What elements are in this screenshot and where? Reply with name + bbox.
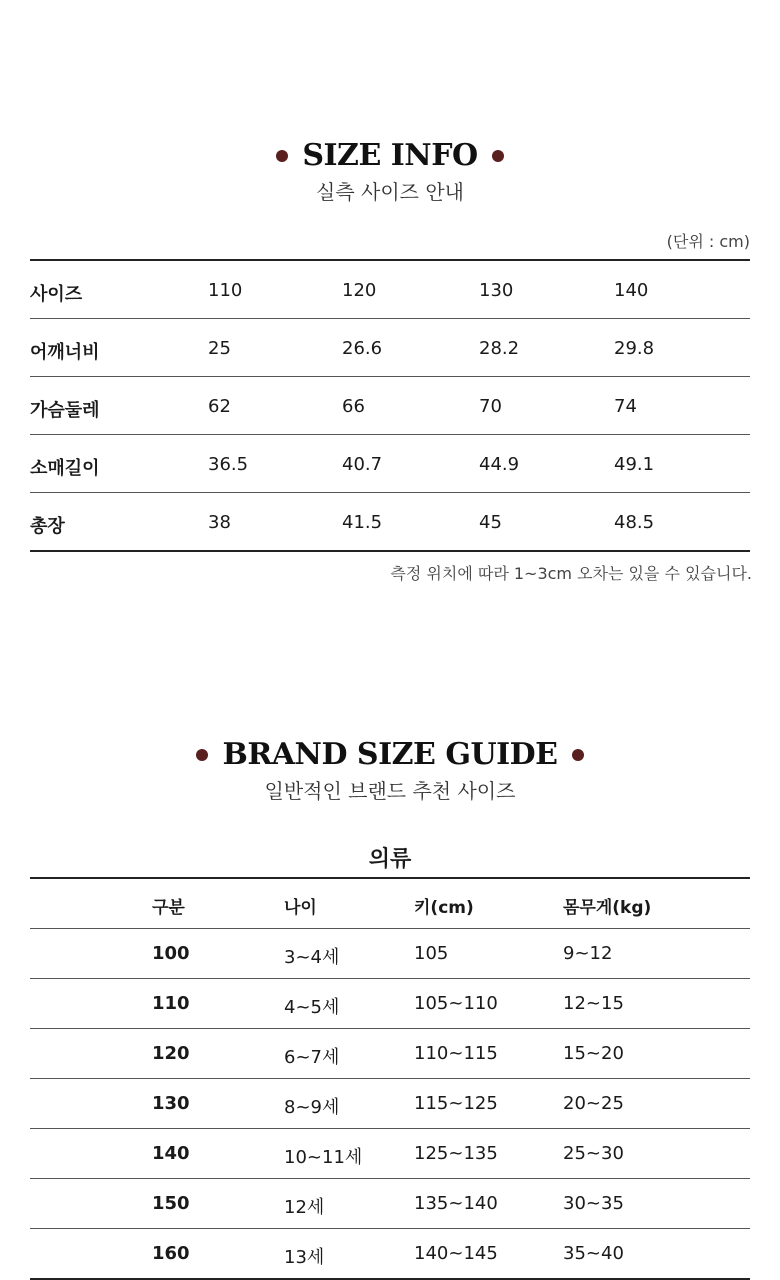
cell: 130 (152, 1093, 190, 1114)
cell: 26.6 (342, 338, 383, 359)
row-label: 가슴둘레 (30, 400, 100, 421)
cell: 110 (152, 993, 190, 1014)
table-row (30, 1079, 750, 1129)
cell: 110~115 (414, 1043, 498, 1064)
cell: 38 (208, 512, 231, 533)
cell: 70 (479, 396, 502, 417)
cell: 135~140 (414, 1193, 498, 1214)
bullet-dot-icon (572, 749, 584, 761)
cell: 36.5 (208, 454, 249, 475)
cell: 125~135 (414, 1143, 498, 1164)
bullet-dot-icon (276, 150, 288, 162)
row-label: 사이즈 (30, 284, 83, 305)
cell: 25~30 (563, 1143, 624, 1164)
cell: 130 (479, 280, 514, 301)
size-info-title (0, 138, 780, 173)
cell: 29.8 (614, 338, 655, 359)
cell: 140 (152, 1143, 190, 1164)
table-row (30, 319, 750, 377)
cell: 44.9 (479, 454, 520, 475)
unit-note: (단위 : cm) (666, 232, 750, 251)
size-info-title-text: SIZE INFO (302, 138, 478, 173)
cell: 115~125 (414, 1093, 498, 1114)
cell: 48.5 (614, 512, 655, 533)
brand-guide-title (0, 737, 780, 772)
table-header-row (30, 879, 750, 929)
cell: 105 (414, 943, 449, 964)
cell: 40.7 (342, 454, 383, 475)
cell: 15~20 (563, 1043, 624, 1064)
table-row (30, 261, 750, 319)
header-cell: 나이 (284, 898, 317, 918)
header-cell: 키(cm) (414, 898, 474, 918)
cell: 160 (152, 1243, 190, 1264)
cell: 35~40 (563, 1243, 624, 1264)
cell: 110 (208, 280, 243, 301)
cell: 8~9세 (284, 1097, 340, 1118)
cell: 74 (614, 396, 637, 417)
cell: 100 (152, 943, 190, 964)
cell: 150 (152, 1193, 190, 1214)
cell: 62 (208, 396, 231, 417)
cell: 140 (614, 280, 649, 301)
cell: 10~11세 (284, 1147, 363, 1168)
table-row (30, 435, 750, 493)
table-row (30, 1029, 750, 1079)
cell: 3~4세 (284, 947, 340, 968)
bullet-dot-icon (196, 749, 208, 761)
cell: 9~12 (563, 943, 613, 964)
cell: 140~145 (414, 1243, 498, 1264)
cell: 12~15 (563, 993, 624, 1014)
table-row (30, 493, 750, 550)
cell: 4~5세 (284, 997, 340, 1018)
size-info-subtitle: 실측 사이즈 안내 (316, 180, 464, 204)
row-label: 소매길이 (30, 458, 100, 479)
cell: 120 (152, 1043, 190, 1064)
table-row (30, 1179, 750, 1229)
cell: 28.2 (479, 338, 520, 359)
header-cell: 몸무게(kg) (563, 898, 652, 918)
table-row (30, 1229, 750, 1278)
brand-size-table (30, 877, 750, 1280)
cell: 49.1 (614, 454, 655, 475)
cell: 45 (479, 512, 502, 533)
table-row (30, 929, 750, 979)
size-info-table (30, 259, 750, 552)
cell: 41.5 (342, 512, 383, 533)
cell: 25 (208, 338, 231, 359)
cell: 105~110 (414, 993, 498, 1014)
cell: 12세 (284, 1197, 325, 1218)
cell: 120 (342, 280, 377, 301)
cell: 66 (342, 396, 365, 417)
cell: 20~25 (563, 1093, 624, 1114)
category-title: 의류 (368, 847, 412, 872)
table-row (30, 979, 750, 1029)
brand-guide-subtitle: 일반적인 브랜드 추천 사이즈 (264, 779, 516, 803)
brand-guide-title-text: BRAND SIZE GUIDE (222, 737, 558, 772)
table-row (30, 1129, 750, 1179)
cell: 30~35 (563, 1193, 624, 1214)
cell: 13세 (284, 1247, 325, 1268)
bullet-dot-icon (492, 150, 504, 162)
table-row (30, 377, 750, 435)
row-label: 총장 (30, 516, 65, 537)
row-label: 어깨너비 (30, 342, 100, 363)
measurement-footnote: 측정 위치에 따라 1~3cm 오차는 있을 수 있습니다. (390, 564, 752, 583)
header-cell: 구분 (152, 898, 185, 918)
cell: 6~7세 (284, 1047, 340, 1068)
